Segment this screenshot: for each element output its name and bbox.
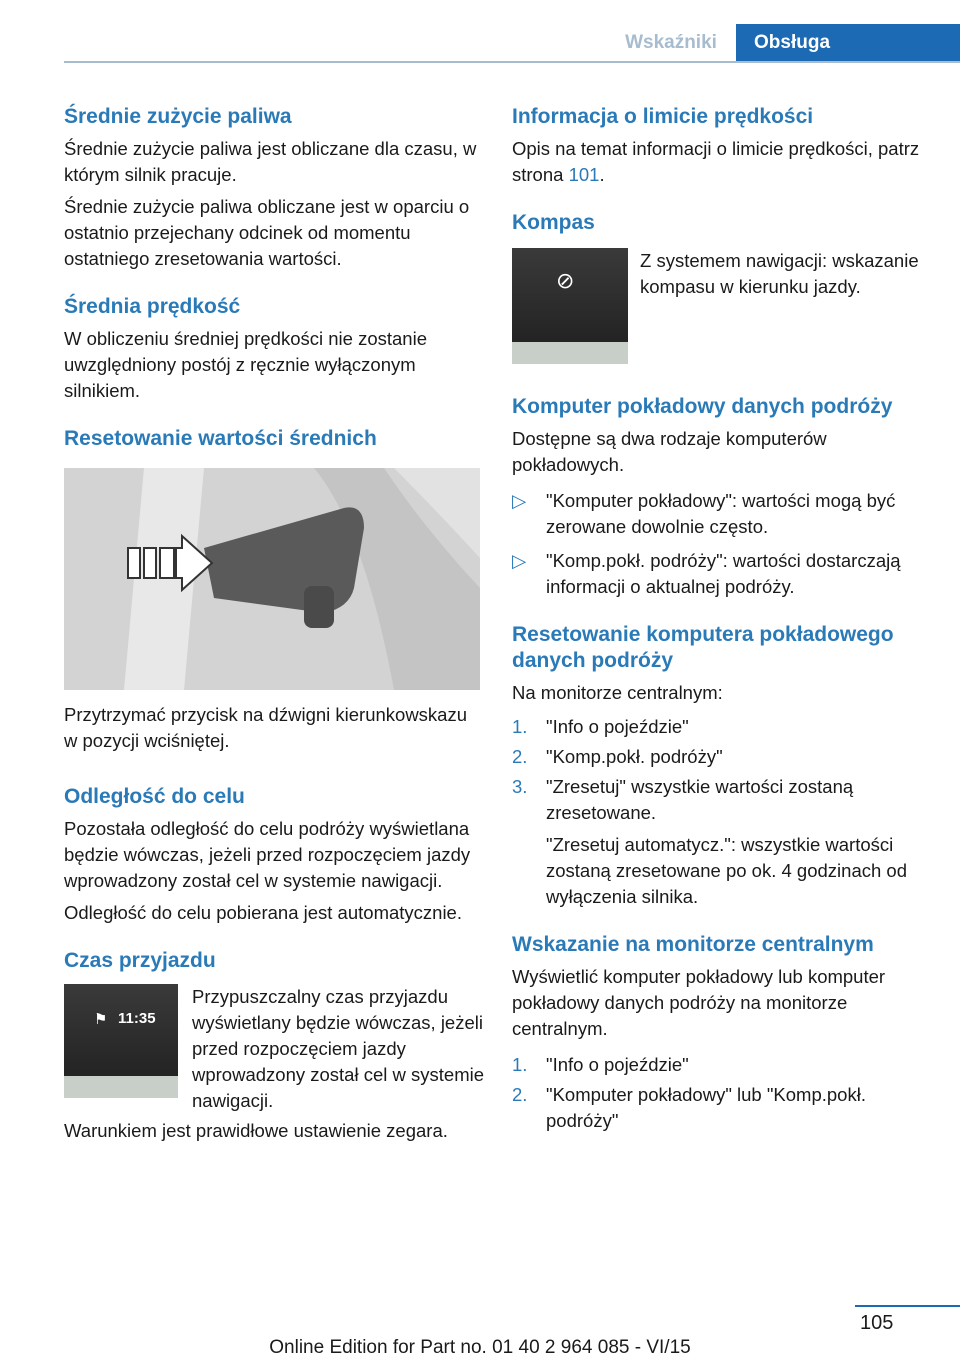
heading-compass: Kompas <box>512 211 595 234</box>
arrival-clock-value: 11:35 <box>118 1010 156 1027</box>
heading-speed-limit-info: Informacja o limicie prędkości <box>512 105 814 128</box>
step-number: 2. <box>512 746 528 767</box>
heading-avg-speed: Średnia prędkość <box>64 295 241 318</box>
step-text: "Zresetuj" wszystkie wartości zostaną zresetowane. <box>546 776 854 823</box>
reset-averages-caption: Przytrzymać przycisk na dźwigni kierunkowskazu w pozycji wciśniętej. <box>64 704 468 751</box>
step-text: "Info o pojeździe" <box>546 1054 689 1075</box>
trip-computer-text: Dostępne są dwa rodzaje komputerów pokładowych. <box>512 428 827 475</box>
heading-avg-fuel: Średnie zużycie paliwa <box>64 105 292 128</box>
step-item <box>512 1082 932 1134</box>
display-strip <box>512 342 628 364</box>
step-number: 1. <box>512 1054 528 1075</box>
arrival-time-text: Przypuszczalny czas przyjazdu wyświetlany będzie wówczas, jeżeli przed rozpoczęciem jazdy wprowadzony został cel w systemie nawigacji. <box>192 986 484 1111</box>
footer-divider <box>855 1305 960 1307</box>
avg-fuel-text-1: Średnie zużycie paliwa jest obliczane dla czasu, w którym silnik pracuje. <box>64 138 477 185</box>
heading-distance-to-destination: Odległość do celu <box>64 785 245 808</box>
compass-icon: ⊘ <box>556 268 575 293</box>
arrival-time-note: Warunkiem jest prawidłowe ustawienie zegara. <box>64 1120 448 1141</box>
arrival-time-display <box>64 984 178 1098</box>
tab-wskazniki[interactable]: Wskaźniki <box>625 32 717 53</box>
turn-signal-lever-illustration <box>64 468 480 690</box>
compass-block <box>512 248 932 364</box>
step-item <box>512 774 932 826</box>
avg-fuel-text-2: Średnie zużycie paliwa obliczane jest w oparciu o ostatnio przejechany odcinek od momentu ostatniego zresetowania wartości. <box>64 196 470 269</box>
step-item <box>512 1052 932 1078</box>
heading-reset-trip-computer: Resetowanie komputera pokładowego danych podróży <box>512 623 894 672</box>
speed-limit-text-start: Opis na temat informacji o limicie prędkości, patrz strona <box>512 138 920 185</box>
heading-arrival-time: Czas przyjazdu <box>64 949 216 972</box>
reset-auto-note: "Zresetuj automatycz.": wszystkie wartości zostaną zresetowane po ok. 4 godzinach od wyłączenia silnika. <box>546 834 907 907</box>
list-item <box>512 488 932 540</box>
speed-limit-text-end: . <box>599 164 605 185</box>
triangle-bullet-icon: ▷ <box>512 550 527 571</box>
step-text: "Info o pojeździe" <box>546 716 689 737</box>
page-link-101[interactable]: 101 <box>568 164 600 185</box>
reset-trip-text: Na monitorze centralnym: <box>512 682 723 703</box>
step-item <box>512 714 932 740</box>
step-number: 1. <box>512 716 528 737</box>
triangle-bullet-icon: ▷ <box>512 490 527 511</box>
list-item-text: "Komp.pokł. podróży": wartości dostarczają informacji o aktualnej podróży. <box>546 550 901 597</box>
heading-central-display: Wskazanie na monitorze centralnym <box>512 933 874 956</box>
reset-trip-steps <box>512 714 932 826</box>
distance-text-2: Odległość do celu pobierana jest automatycznie. <box>64 902 462 923</box>
left-column <box>64 104 484 1144</box>
central-display-steps <box>512 1052 932 1134</box>
distance-text-1: Pozostała odległość do celu podróży wyświetlana będzie wówczas, jeżeli przed rozpoczęciem jazdy wprowadzony został cel w systemie nawigacji. <box>64 818 471 891</box>
step-number: 3. <box>512 776 528 797</box>
heading-trip-computer: Komputer pokładowy danych podróży <box>512 395 893 418</box>
right-column <box>512 104 932 1134</box>
list-item-text: "Komputer pokładowy": wartości mogą być zerowane dowolnie często. <box>546 490 896 537</box>
arrival-time-block <box>64 984 484 1114</box>
step-text: "Komp.pokł. podróży" <box>546 746 723 767</box>
heading-reset-averages: Resetowanie wartości średnich <box>64 427 377 450</box>
step-item <box>512 744 932 770</box>
display-strip <box>64 1076 178 1098</box>
tab-obsluga[interactable]: Obsługa <box>736 24 960 62</box>
compass-text: Z systemem nawigacji: wskazanie kompasu w kierunku jazdy. <box>640 250 919 297</box>
speed-limit-text <box>512 136 932 188</box>
footer-edition-text: Online Edition for Part no. 01 40 2 964 085 - VI/15 <box>269 1337 691 1358</box>
step-number: 2. <box>512 1084 528 1105</box>
header-divider <box>64 61 960 63</box>
list-item <box>512 548 932 600</box>
trip-computer-list <box>512 488 932 600</box>
step-text: "Komputer pokładowy" lub "Komp.pokł. podróży" <box>546 1084 866 1131</box>
page-number: 105 <box>860 1312 894 1334</box>
lever-drawing <box>64 468 480 690</box>
central-display-text: Wyświetlić komputer pokładowy lub komputer pokładowy danych podróży na monitorze centralnym. <box>512 966 886 1039</box>
flag-icon: ⚑ <box>94 1011 108 1028</box>
compass-display <box>512 248 628 364</box>
avg-speed-text: W obliczeniu średniej prędkości nie zostanie uwzględniony postój z ręcznie wyłączonym silnikiem. <box>64 328 427 401</box>
